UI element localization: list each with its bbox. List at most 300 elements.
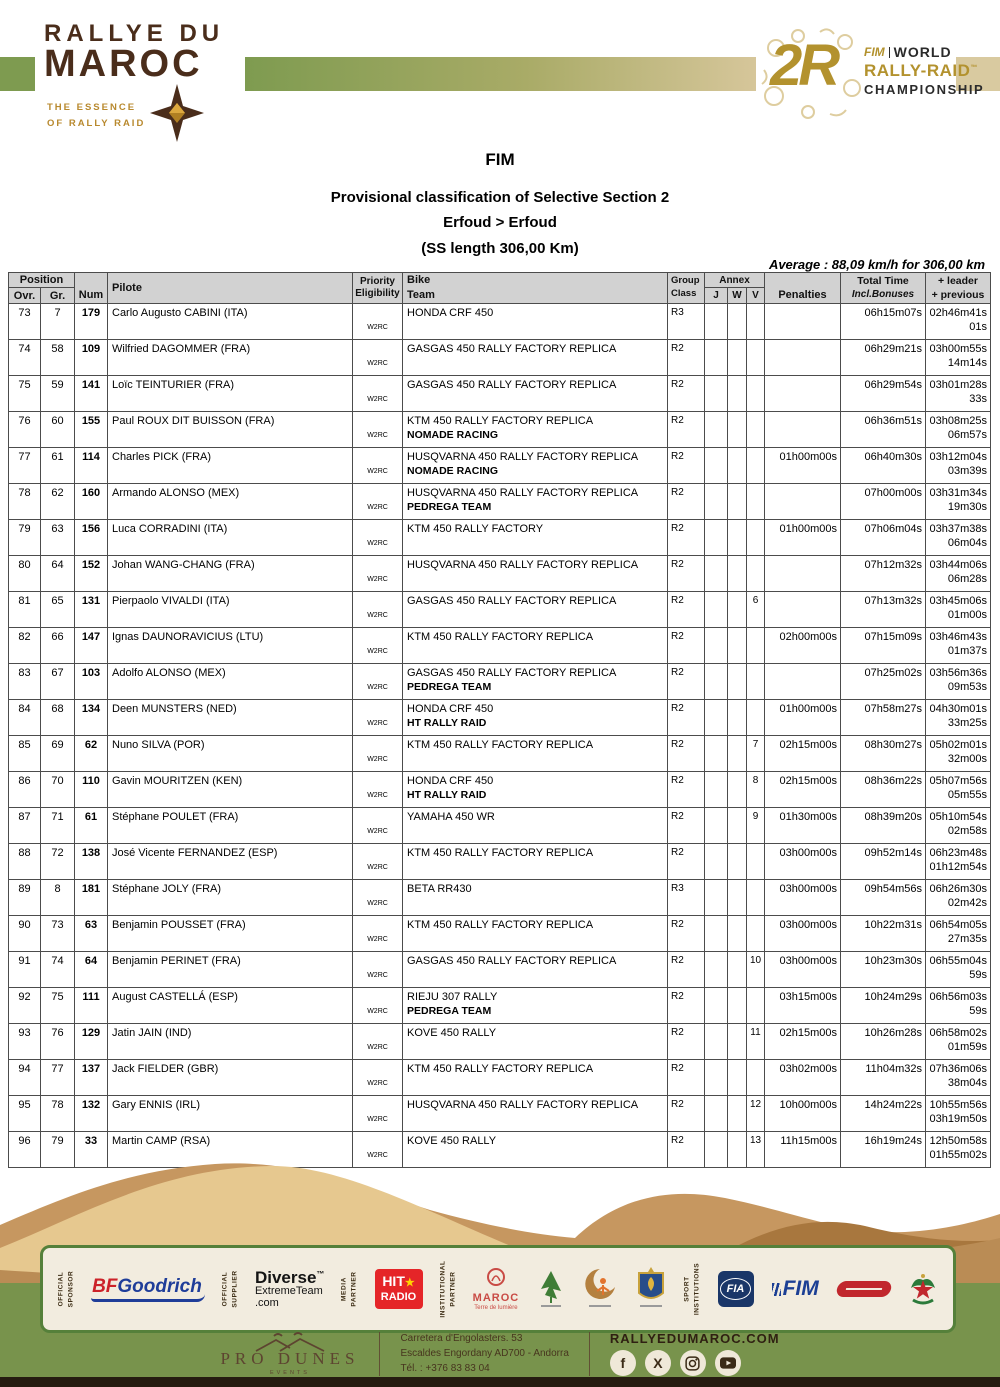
cell-leader: 03h44m06s 06m28s xyxy=(929,559,987,585)
cell-penalties: 01h00m00s xyxy=(765,448,841,483)
cell-ovr: 91 xyxy=(9,952,41,987)
cell-num: 152 xyxy=(75,556,108,591)
cell-leader: 06h23m48s 01h12m54s xyxy=(929,847,987,873)
cell-num: 114 xyxy=(75,448,108,483)
cell-ovr: 90 xyxy=(9,916,41,951)
cell-ovr: 77 xyxy=(9,448,41,483)
cell-pilote: Charles PICK (FRA) xyxy=(108,448,353,483)
facebook-icon[interactable]: f xyxy=(610,1350,636,1376)
cell-annex_j xyxy=(705,952,728,987)
header-penalties: Penalties xyxy=(765,273,841,303)
cell-total_time: 07h06m04s xyxy=(841,520,926,555)
youtube-icon[interactable] xyxy=(715,1350,741,1376)
instagram-icon[interactable] xyxy=(680,1350,706,1376)
cell-annex_w xyxy=(728,556,747,591)
2r-mark xyxy=(760,26,862,120)
championship-wordmark xyxy=(864,44,984,97)
cell-total_time: 07h25m02s xyxy=(841,664,926,699)
cell-num: 156 xyxy=(75,520,108,555)
sport-institutions-label: SPORT INSTITUTIONS xyxy=(683,1262,701,1316)
cell-penalties xyxy=(765,340,841,375)
cell-leader: 06h55m04s 59s xyxy=(929,955,987,981)
cell-num: 137 xyxy=(75,1060,108,1095)
cell-annex_v xyxy=(747,412,765,447)
cell-penalties: 01h00m00s xyxy=(765,520,841,555)
cell-annex_w xyxy=(728,412,747,447)
cell-bike: GASGAS 450 RALLY FACTORY REPLICA PEDREGA TEAM xyxy=(403,664,668,699)
cell-penalties: 03h00m00s xyxy=(765,880,841,915)
average-speed: Average : 88,09 km/h for 306,00 km xyxy=(768,257,985,272)
cell-annex_j xyxy=(705,1060,728,1095)
cell-ovr: 96 xyxy=(9,1132,41,1167)
cell-bike: KTM 450 RALLY FACTORY REPLICA xyxy=(403,628,668,663)
cell-penalties xyxy=(765,304,841,339)
cell-num: 109 xyxy=(75,340,108,375)
cell-annex_w xyxy=(728,880,747,915)
header-bike-team: Bike Team xyxy=(403,273,668,303)
cell-gr: 63 xyxy=(41,520,75,555)
cell-annex_w xyxy=(728,844,747,879)
cell-gr: 72 xyxy=(41,844,75,879)
cell-total_time: 06h15m07s xyxy=(841,304,926,339)
cell-annex_v xyxy=(747,376,765,411)
cell-leader: 02h46m41s 01s xyxy=(929,307,987,333)
cell-pilote: Jack FIELDER (GBR) xyxy=(108,1060,353,1095)
cell-total_time: 06h29m54s xyxy=(841,376,926,411)
bfgoodrich-logo: BFGoodrich xyxy=(91,1276,205,1302)
cell-penalties xyxy=(765,664,841,699)
media-partner-label: MEDIA PARTNER xyxy=(340,1271,358,1307)
cell-group_class: R3 xyxy=(668,880,705,915)
table-header xyxy=(9,273,990,304)
header-priority: Priority Eligibility xyxy=(353,273,403,303)
cell-num: 129 xyxy=(75,1024,108,1059)
fim-logo: FIM xyxy=(772,1277,819,1301)
cell-leader: 06h26m30s 02m42s xyxy=(929,883,987,909)
cell-num: 132 xyxy=(75,1096,108,1131)
classification-table xyxy=(8,272,991,1168)
table-row xyxy=(9,664,990,700)
2r-text: 2R xyxy=(770,33,837,98)
header-position xyxy=(9,273,75,303)
tagline-line1: THE ESSENCE xyxy=(47,102,137,113)
cell-pilote: José Vicente FERNANDEZ (ESP) xyxy=(108,844,353,879)
cell-gr: 58 xyxy=(41,340,75,375)
divider xyxy=(889,47,890,58)
cell-pilote: Jatin JAIN (IND) xyxy=(108,1024,353,1059)
cell-priority: W2RC xyxy=(353,412,403,447)
footer-divider xyxy=(589,1332,590,1376)
cell-gr: 67 xyxy=(41,664,75,699)
cell-penalties xyxy=(765,484,841,519)
cell-leader: 10h55m56s 03h19m50s xyxy=(929,1099,987,1125)
cell-annex_v xyxy=(747,844,765,879)
cell-penalties: 03h15m00s xyxy=(765,988,841,1023)
cell-bike: HONDA CRF 450 HT RALLY RAID xyxy=(403,772,668,807)
cell-ovr: 94 xyxy=(9,1060,41,1095)
cell-penalties: 02h15m00s xyxy=(765,736,841,771)
cell-annex_j xyxy=(705,772,728,807)
header-pilote: Pilote xyxy=(108,273,353,303)
cell-annex_w xyxy=(728,952,747,987)
official-sponsor-label: OFFICIAL SPONSOR xyxy=(57,1270,74,1308)
address-block: Carretera d'Engolasters. 53 Escaldes Engordany AD700 - Andorra Tél. : +376 83 83 04 xyxy=(400,1333,569,1374)
table-row xyxy=(9,520,990,556)
cell-pilote: Benjamin PERINET (FRA) xyxy=(108,952,353,987)
cell-priority: W2RC xyxy=(353,1024,403,1059)
cell-penalties xyxy=(765,592,841,627)
cell-priority: W2RC xyxy=(353,664,403,699)
cell-gr: 62 xyxy=(41,484,75,519)
cell-pilote: August CASTELLÁ (ESP) xyxy=(108,988,353,1023)
cell-priority: W2RC xyxy=(353,376,403,411)
table-row xyxy=(9,628,990,664)
table-row xyxy=(9,376,990,412)
cell-ovr: 73 xyxy=(9,304,41,339)
cell-gr: 65 xyxy=(41,592,75,627)
cell-gr: 64 xyxy=(41,556,75,591)
cell-group_class: R2 xyxy=(668,1024,705,1059)
cell-annex_j xyxy=(705,592,728,627)
cell-group_class: R2 xyxy=(668,952,705,987)
cell-num: 63 xyxy=(75,916,108,951)
bottom-strip xyxy=(0,1377,1000,1387)
cell-pilote: Ignas DAUNORAVICIUS (LTU) xyxy=(108,628,353,663)
cell-gr: 60 xyxy=(41,412,75,447)
cell-priority: W2RC xyxy=(353,628,403,663)
cell-annex_w xyxy=(728,448,747,483)
cell-gr: 69 xyxy=(41,736,75,771)
cell-num: 147 xyxy=(75,628,108,663)
cell-gr: 8 xyxy=(41,880,75,915)
city-crest-logo xyxy=(635,1267,667,1311)
cell-annex_w xyxy=(728,736,747,771)
cell-group_class: R2 xyxy=(668,664,705,699)
cell-annex_v: 10 xyxy=(747,952,765,987)
fim-stripes xyxy=(772,1283,781,1296)
cell-penalties: 10h00m00s xyxy=(765,1096,841,1131)
header-annex-w: W xyxy=(728,288,747,303)
table-row xyxy=(9,736,990,772)
cell-leader: 03h01m28s 33s xyxy=(929,379,987,405)
cell-leader: 05h10m54s 02m58s xyxy=(929,811,987,837)
cell-annex_w xyxy=(728,808,747,843)
cell-group_class: R2 xyxy=(668,1096,705,1131)
cell-num: 131 xyxy=(75,592,108,627)
cell-leader: 03h12m04s 03m39s xyxy=(929,451,987,477)
cell-penalties: 11h15m00s xyxy=(765,1132,841,1167)
brand-tagline xyxy=(47,100,145,132)
cell-pilote: Deen MUNSTERS (NED) xyxy=(108,700,353,735)
cell-annex_v: 13 xyxy=(747,1132,765,1167)
championship-text: CHAMPIONSHIP xyxy=(864,82,985,97)
cell-annex_w xyxy=(728,520,747,555)
cell-gr: 73 xyxy=(41,916,75,951)
cell-gr: 77 xyxy=(41,1060,75,1095)
cell-bike: KOVE 450 RALLY xyxy=(403,1024,668,1059)
cell-annex_j xyxy=(705,448,728,483)
header-annex-v: V xyxy=(752,290,759,301)
table-row xyxy=(9,700,990,736)
header-overall: Ovr. xyxy=(9,288,41,303)
cell-group_class: R2 xyxy=(668,736,705,771)
cell-num: 111 xyxy=(75,988,108,1023)
cell-annex_w xyxy=(728,700,747,735)
cell-ovr: 89 xyxy=(9,880,41,915)
cell-bike: KTM 450 RALLY FACTORY REPLICA NOMADE RACING xyxy=(403,412,668,447)
cell-leader: 06h58m02s 01m59s xyxy=(929,1027,987,1053)
cell-ovr: 74 xyxy=(9,340,41,375)
cell-bike: HONDA CRF 450 xyxy=(403,304,668,339)
cell-annex_j xyxy=(705,664,728,699)
cell-group_class: R3 xyxy=(668,304,705,339)
green-bar-left xyxy=(0,57,35,91)
header-group-class: Group Class xyxy=(668,273,705,303)
cell-total_time: 08h36m22s xyxy=(841,772,926,807)
cell-annex_w xyxy=(728,484,747,519)
cell-num: 141 xyxy=(75,376,108,411)
cell-annex_j xyxy=(705,1096,728,1131)
cell-annex_j xyxy=(705,556,728,591)
maroc-arch-icon xyxy=(486,1267,506,1287)
cell-total_time: 10h23m30s xyxy=(841,952,926,987)
maroc-tourism-logo: MAROC Terre de lumière xyxy=(473,1267,520,1311)
cell-gr: 70 xyxy=(41,772,75,807)
cell-annex_j xyxy=(705,376,728,411)
table-row xyxy=(9,304,990,340)
cell-group_class: R2 xyxy=(668,592,705,627)
cell-ovr: 84 xyxy=(9,700,41,735)
cell-annex_w xyxy=(728,916,747,951)
red-federation-logo xyxy=(837,1281,891,1297)
cell-ovr: 85 xyxy=(9,736,41,771)
cell-annex_v xyxy=(747,556,765,591)
cell-total_time: 09h52m14s xyxy=(841,844,926,879)
table-row xyxy=(9,592,990,628)
royal-federation-crest-logo xyxy=(909,1272,937,1306)
cell-total_time: 07h13m32s xyxy=(841,592,926,627)
cell-penalties: 01h30m00s xyxy=(765,808,841,843)
cell-ovr: 78 xyxy=(9,484,41,519)
cell-group_class: R2 xyxy=(668,916,705,951)
table-row xyxy=(9,880,990,916)
cell-ovr: 80 xyxy=(9,556,41,591)
cell-num: 110 xyxy=(75,772,108,807)
cell-penalties: 03h02m00s xyxy=(765,1060,841,1095)
cell-annex_w xyxy=(728,772,747,807)
cell-bike: KOVE 450 RALLY xyxy=(403,1132,668,1167)
cell-ovr: 87 xyxy=(9,808,41,843)
cell-group_class: R2 xyxy=(668,1060,705,1095)
cell-pilote: Armando ALONSO (MEX) xyxy=(108,484,353,519)
cell-priority: W2RC xyxy=(353,844,403,879)
cell-leader: 03h08m25s 06m57s xyxy=(929,415,987,441)
cell-annex_v xyxy=(747,700,765,735)
cell-leader: 04h30m01s 33m25s xyxy=(929,703,987,729)
cell-pilote: Adolfo ALONSO (MEX) xyxy=(108,664,353,699)
cell-num: 103 xyxy=(75,664,108,699)
cell-group_class: R2 xyxy=(668,484,705,519)
cell-penalties: 02h15m00s xyxy=(765,1024,841,1059)
tm-mark: ™ xyxy=(970,64,978,72)
cell-ovr: 82 xyxy=(9,628,41,663)
table-row xyxy=(9,952,990,988)
cell-annex_j xyxy=(705,628,728,663)
cell-penalties: 03h00m00s xyxy=(765,916,841,951)
header-annex: Annex J W V xyxy=(705,273,765,303)
cell-ovr: 88 xyxy=(9,844,41,879)
cell-annex_v: 11 xyxy=(747,1024,765,1059)
cell-ovr: 79 xyxy=(9,520,41,555)
cell-annex_v xyxy=(747,880,765,915)
ss-length: (SS length 306,00 Km) xyxy=(421,240,579,257)
cell-priority: W2RC xyxy=(353,448,403,483)
cell-group_class: R2 xyxy=(668,448,705,483)
green-bar-middle xyxy=(245,57,756,91)
cell-gr: 68 xyxy=(41,700,75,735)
cell-num: 155 xyxy=(75,412,108,447)
tagline-line2: OF RALLY RAID xyxy=(47,118,146,130)
cell-leader: 03h31m34s 19m30s xyxy=(929,487,987,513)
cell-gr: 75 xyxy=(41,988,75,1023)
website-link[interactable]: RALLYEDUMAROC.COM xyxy=(609,1331,780,1346)
cell-annex_j xyxy=(705,412,728,447)
cell-annex_v xyxy=(747,664,765,699)
cell-bike: KTM 450 RALLY FACTORY REPLICA xyxy=(403,1060,668,1095)
cell-total_time: 07h58m27s xyxy=(841,700,926,735)
cell-annex_w xyxy=(728,376,747,411)
cell-priority: W2RC xyxy=(353,340,403,375)
cell-bike: KTM 450 RALLY FACTORY REPLICA xyxy=(403,916,668,951)
crescent-health-logo xyxy=(583,1267,617,1311)
cell-bike: YAMAHA 450 WR xyxy=(403,808,668,843)
cell-num: 61 xyxy=(75,808,108,843)
cell-group_class: R2 xyxy=(668,772,705,807)
federation-title: FIM xyxy=(485,150,515,169)
cell-annex_w xyxy=(728,304,747,339)
cell-penalties xyxy=(765,412,841,447)
cell-pilote: Gavin MOURITZEN (KEN) xyxy=(108,772,353,807)
cell-annex_v xyxy=(747,1060,765,1095)
cell-pilote: Wilfried DAGOMMER (FRA) xyxy=(108,340,353,375)
cell-annex_v xyxy=(747,628,765,663)
cell-num: 134 xyxy=(75,700,108,735)
cell-penalties xyxy=(765,376,841,411)
cell-annex_j xyxy=(705,520,728,555)
cell-total_time: 06h36m51s xyxy=(841,412,926,447)
cell-pilote: Martin CAMP (RSA) xyxy=(108,1132,353,1167)
stage-route: Erfoud > Erfoud xyxy=(443,214,557,231)
cell-annex_j xyxy=(705,808,728,843)
cell-ovr: 75 xyxy=(9,376,41,411)
cell-leader: 03h56m36s 09m53s xyxy=(929,667,987,693)
cell-gr: 71 xyxy=(41,808,75,843)
cell-bike: HUSQVARNA 450 RALLY FACTORY REPLICA xyxy=(403,556,668,591)
x-icon[interactable]: X xyxy=(645,1350,671,1376)
cell-bike: BETA RR430 xyxy=(403,880,668,915)
brand-title-line2: MAROC xyxy=(44,43,203,85)
cell-ovr: 86 xyxy=(9,772,41,807)
cell-group_class: R2 xyxy=(668,988,705,1023)
cell-bike: RIEJU 307 RALLY PEDREGA TEAM xyxy=(403,988,668,1023)
cell-group_class: R2 xyxy=(668,1132,705,1167)
cell-priority: W2RC xyxy=(353,1132,403,1167)
cell-group_class: R2 xyxy=(668,700,705,735)
cell-pilote: Loïc TEINTURIER (FRA) xyxy=(108,376,353,411)
cell-group_class: R2 xyxy=(668,340,705,375)
cell-priority: W2RC xyxy=(353,556,403,591)
cell-bike: HUSQVARNA 450 RALLY FACTORY REPLICA NOMADE RACING xyxy=(403,448,668,483)
cell-leader: 03h00m55s 14m14s xyxy=(929,343,987,369)
cell-penalties: 01h00m00s xyxy=(765,700,841,735)
cell-priority: W2RC xyxy=(353,916,403,951)
cell-annex_v xyxy=(747,916,765,951)
cell-pilote: Stéphane POULET (FRA) xyxy=(108,808,353,843)
cell-total_time: 08h39m20s xyxy=(841,808,926,843)
cell-ovr: 95 xyxy=(9,1096,41,1131)
document-title: Provisional classification of Selective Section 2 xyxy=(330,189,670,206)
cell-leader: 03h46m43s 01m37s xyxy=(929,631,987,657)
cell-ovr: 93 xyxy=(9,1024,41,1059)
w2rc-championship-logo xyxy=(760,26,984,120)
rallye-du-maroc-logo xyxy=(44,20,224,86)
table-row xyxy=(9,1024,990,1060)
cell-total_time: 09h54m56s xyxy=(841,880,926,915)
cell-priority: W2RC xyxy=(353,1096,403,1131)
cell-pilote: Stéphane JOLY (FRA) xyxy=(108,880,353,915)
cell-annex_j xyxy=(705,844,728,879)
cell-priority: W2RC xyxy=(353,988,403,1023)
table-row xyxy=(9,412,990,448)
cell-bike: KTM 450 RALLY FACTORY xyxy=(403,520,668,555)
cell-priority: W2RC xyxy=(353,772,403,807)
header-position-label: Position xyxy=(9,273,74,288)
cell-bike: GASGAS 450 RALLY FACTORY REPLICA xyxy=(403,952,668,987)
cell-annex_v: 9 xyxy=(747,808,765,843)
cell-gr: 78 xyxy=(41,1096,75,1131)
cell-leader: 06h56m03s 59s xyxy=(929,991,987,1017)
tree-logo xyxy=(537,1267,565,1311)
cell-bike: KTM 450 RALLY FACTORY REPLICA xyxy=(403,736,668,771)
cell-annex_w xyxy=(728,1096,747,1131)
cell-num: 64 xyxy=(75,952,108,987)
cell-pilote: Paul ROUX DIT BUISSON (FRA) xyxy=(108,412,353,447)
brand-title-line1: RALLYE DU xyxy=(44,20,225,47)
table-row xyxy=(9,448,990,484)
cell-penalties: 02h15m00s xyxy=(765,772,841,807)
cell-ovr: 81 xyxy=(9,592,41,627)
web-social-block xyxy=(610,1331,780,1376)
cell-annex_w xyxy=(728,592,747,627)
cell-priority: W2RC xyxy=(353,520,403,555)
cell-group_class: R2 xyxy=(668,628,705,663)
header-annex-j: J xyxy=(705,288,728,303)
cell-penalties: 02h00m00s xyxy=(765,628,841,663)
cell-total_time: 07h00m00s xyxy=(841,484,926,519)
compass-icon xyxy=(150,84,204,142)
cell-ovr: 83 xyxy=(9,664,41,699)
table-row xyxy=(9,1060,990,1096)
cell-annex_v: 7 xyxy=(747,736,765,771)
cell-total_time: 14h24m22s xyxy=(841,1096,926,1131)
cell-priority: W2RC xyxy=(353,952,403,987)
cell-total_time: 08h30m27s xyxy=(841,736,926,771)
cell-gr: 79 xyxy=(41,1132,75,1167)
cell-annex_w xyxy=(728,340,747,375)
table-row xyxy=(9,772,990,808)
cell-annex_v xyxy=(747,520,765,555)
table-row xyxy=(9,556,990,592)
